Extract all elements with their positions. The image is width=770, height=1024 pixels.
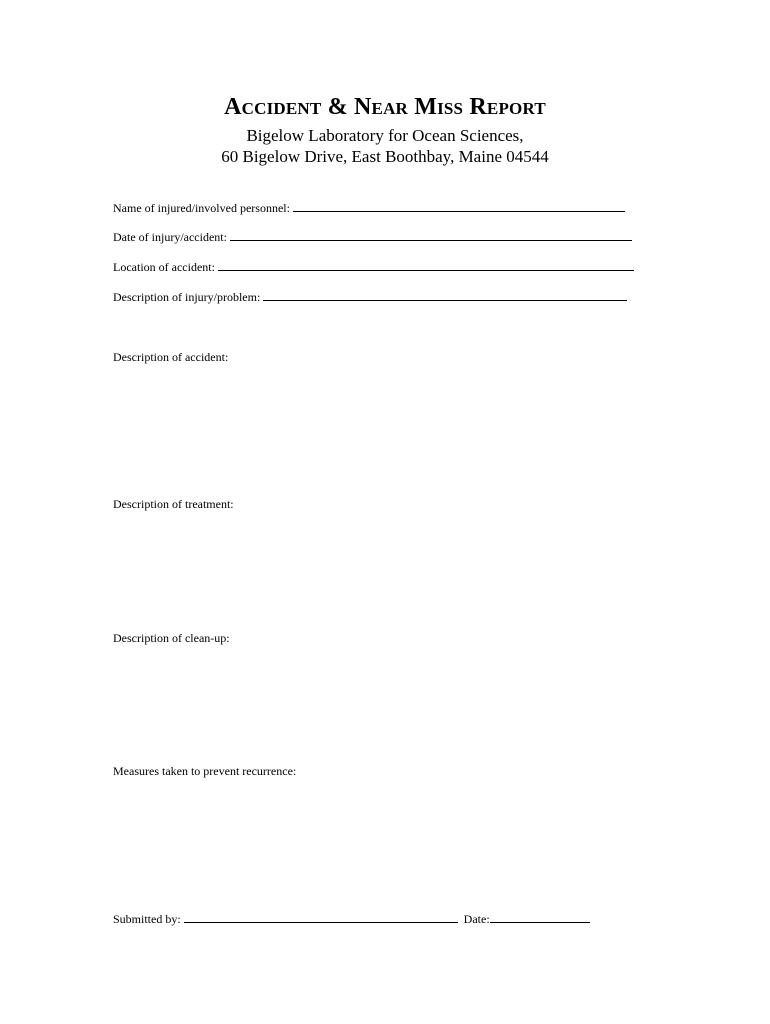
submission-row bbox=[113, 912, 590, 927]
prevention-measures-label: Measures taken to prevent recurrence: bbox=[113, 764, 297, 778]
cleanup-description-label: Description of clean-up: bbox=[113, 631, 230, 645]
name-field bbox=[113, 201, 625, 216]
submission-date-label: Date: bbox=[463, 912, 490, 926]
organization-address: 60 Bigelow Drive, East Boothbay, Maine 04544 bbox=[221, 147, 549, 166]
submission-date-input-line[interactable] bbox=[490, 912, 590, 923]
date-input-line[interactable] bbox=[230, 230, 632, 241]
name-label: Name of injured/involved personnel: bbox=[113, 201, 290, 215]
page-title: Accident & Near Miss Report bbox=[224, 94, 546, 120]
name-input-line[interactable] bbox=[293, 201, 625, 212]
location-input-line[interactable] bbox=[218, 260, 634, 271]
date-label: Date of injury/accident: bbox=[113, 230, 227, 244]
injury-description-field bbox=[113, 290, 627, 305]
accident-description-label: Description of accident: bbox=[113, 350, 229, 364]
date-field bbox=[113, 230, 632, 245]
submitted-by-label: Submitted by: bbox=[113, 912, 181, 926]
location-field bbox=[113, 260, 634, 275]
injury-description-input-line[interactable] bbox=[263, 290, 627, 301]
treatment-description-label: Description of treatment: bbox=[113, 497, 234, 511]
location-label: Location of accident: bbox=[113, 260, 215, 274]
injury-description-label: Description of injury/problem: bbox=[113, 290, 261, 304]
submitted-by-input-line[interactable] bbox=[184, 912, 458, 923]
organization-name: Bigelow Laboratory for Ocean Sciences, bbox=[246, 126, 524, 145]
